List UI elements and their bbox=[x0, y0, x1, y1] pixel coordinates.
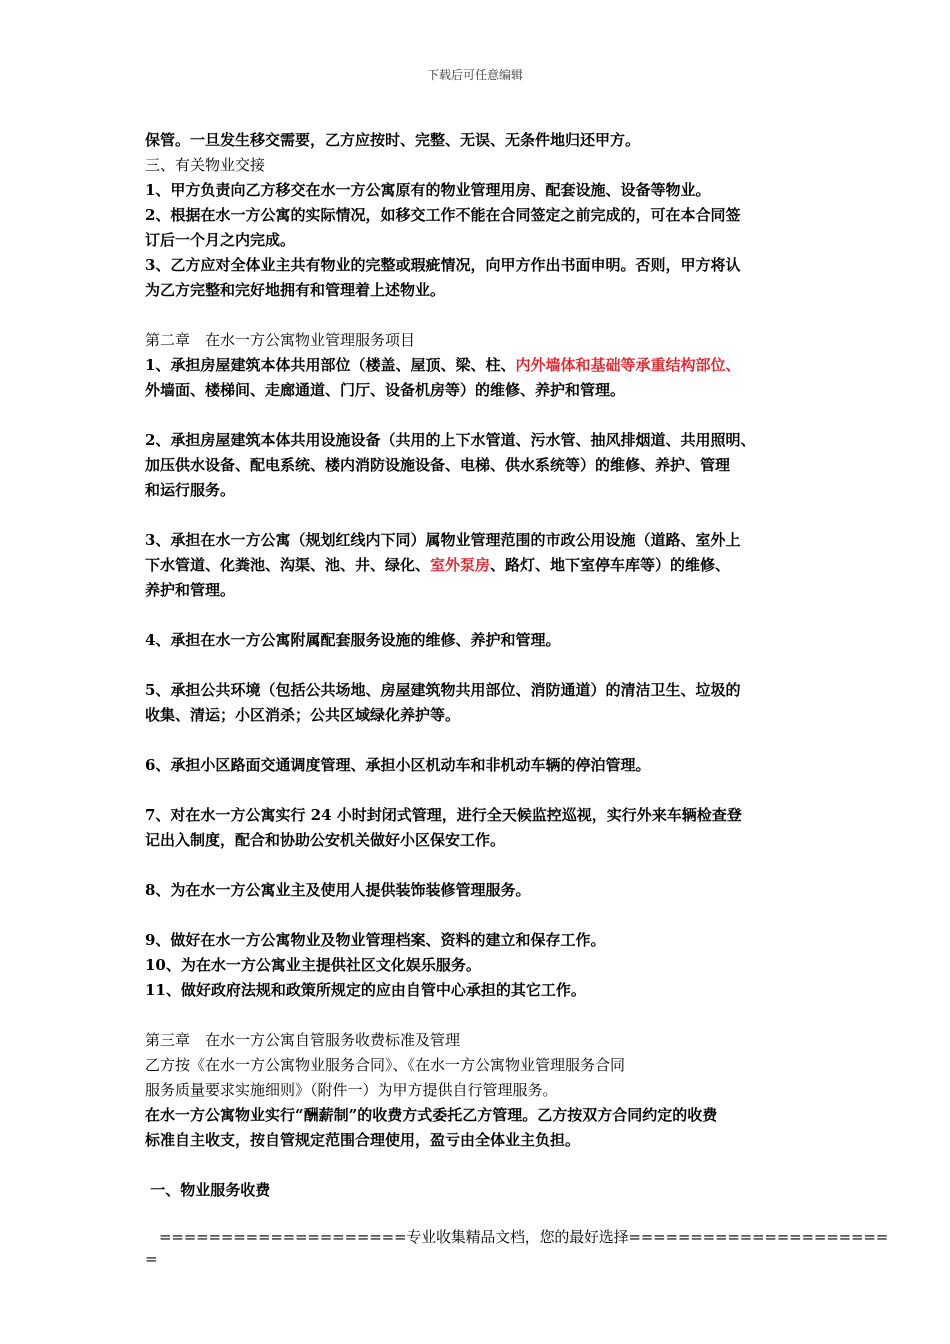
paragraph-line bbox=[145, 353, 813, 378]
paragraph-line: 订后一个月之内完成。 bbox=[145, 231, 296, 249]
paragraph-line: 1、甲方负责向乙方移交在水一方公寓原有的物业管理用房、配套设施、设备等物业。 bbox=[145, 181, 711, 199]
paragraph-line: 收集、清运；小区消杀；公共区域绿化养护等。 bbox=[145, 706, 461, 724]
paragraph-line: 外墙面、楼梯间、走廊通道、门厅、设备机房等）的维修、养护和管理。 bbox=[145, 381, 626, 399]
paragraph-line: 标准自主收支，按自管规定范围合理使用，盈亏由全体业主负担。 bbox=[145, 1131, 581, 1149]
paragraph-line bbox=[145, 553, 813, 578]
paragraph-line: 3、承担在水一方公寓（规划红线内下同）属物业管理范围的市政公用设施（道路、室外上 bbox=[145, 531, 741, 549]
paragraph-line: 2、承担房屋建筑本体共用设施设备（共用的上下水管道、污水管、抽风排烟道、共用照明、 bbox=[145, 431, 756, 449]
paragraph-line: 养护和管理。 bbox=[145, 581, 236, 599]
paragraph-line: 3、乙方应对全体业主共有物业的完整或瑕疵情况，向甲方作出书面申明。否则，甲方将认 bbox=[145, 256, 741, 274]
text-run: 1、承担房屋建筑本体共用部位（楼盖、屋顶、梁、柱、 bbox=[145, 356, 516, 374]
paragraph-line: 乙方按《在水一方公寓物业服务合同》、《在水一方公寓物业管理服务合同 bbox=[145, 1056, 626, 1074]
footer-line: ====================专业收集精品文档，您的最好选择===================== bbox=[159, 1228, 889, 1246]
footer-line: = bbox=[145, 1250, 158, 1268]
paragraph-line: 和运行服务。 bbox=[145, 481, 236, 499]
paragraph-line: 记出入制度，配合和协助公安机关做好小区保安工作。 bbox=[145, 831, 506, 849]
highlighted-text: 室外泵房 bbox=[430, 556, 491, 574]
highlighted-text: 内外墙体和基础等承重结构部位、 bbox=[515, 356, 741, 374]
paragraph-line: 7、对在水一方公寓实行 24 小时封闭式管理，进行全天候监控巡视，实行外来车辆检查登 bbox=[145, 806, 742, 824]
chapter-heading: 第三章 在水一方公寓自管服务收费标准及管理 bbox=[145, 1031, 461, 1049]
section-heading: 三、有关物业交接 bbox=[145, 156, 266, 174]
paragraph-line: 2、根据在水一方公寓的实际情况，如移交工作不能在合同签定之前完成的，可在本合同签 bbox=[145, 206, 741, 224]
paragraph-line: 11、做好政府法规和政策所规定的应由自管中心承担的其它工作。 bbox=[145, 981, 586, 999]
document-body bbox=[145, 128, 813, 1203]
paragraph-line: 4、承担在水一方公寓附属配套服务设施的维修、养护和管理。 bbox=[145, 631, 561, 649]
paragraph-line: 服务质量要求实施细则》（附件一）为甲方提供自行管理服务。 bbox=[145, 1081, 558, 1099]
paragraph-line: 为乙方完整和完好地拥有和管理着上述物业。 bbox=[145, 281, 446, 299]
paragraph-line: 加压供水设备、配电系统、楼内消防设施设备、电梯、供水系统等）的维修、养护、管理 bbox=[145, 456, 731, 474]
text-run: 、路灯、地下室停车库等）的维修、 bbox=[490, 556, 731, 574]
paragraph-line: 10、为在水一方公寓业主提供社区文化娱乐服务。 bbox=[145, 956, 481, 974]
paragraph-line: 6、承担小区路面交通调度管理、承担小区机动车和非机动车辆的停泊管理。 bbox=[145, 756, 651, 774]
paragraph-line: 9、做好在水一方公寓物业及物业管理档案、资料的建立和保存工作。 bbox=[145, 931, 606, 949]
paragraph-line: 在水一方公寓物业实行“酬薪制”的收费方式委托乙方管理。乙方按双方合同约定的收费 bbox=[145, 1106, 718, 1124]
page-header: 下载后可任意编辑 bbox=[426, 68, 523, 82]
paragraph-line: 5、承担公共环境（包括公共场地、房屋建筑物共用部位、消防通道）的清洁卫生、垃圾的 bbox=[145, 681, 741, 699]
paragraph-line: 8、为在水一方公寓业主及使用人提供装饰装修管理服务。 bbox=[145, 881, 531, 899]
chapter-heading: 第二章 在水一方公寓物业管理服务项目 bbox=[145, 331, 416, 349]
section-heading: 一、物业服务收费 bbox=[145, 1181, 271, 1199]
page-footer bbox=[145, 1226, 889, 1270]
text-run: 下水管道、化粪池、沟渠、池、井、绿化、 bbox=[145, 556, 431, 574]
paragraph-line: 保管。一旦发生移交需要，乙方应按时、完整、无误、无条件地归还甲方。 bbox=[145, 131, 641, 149]
